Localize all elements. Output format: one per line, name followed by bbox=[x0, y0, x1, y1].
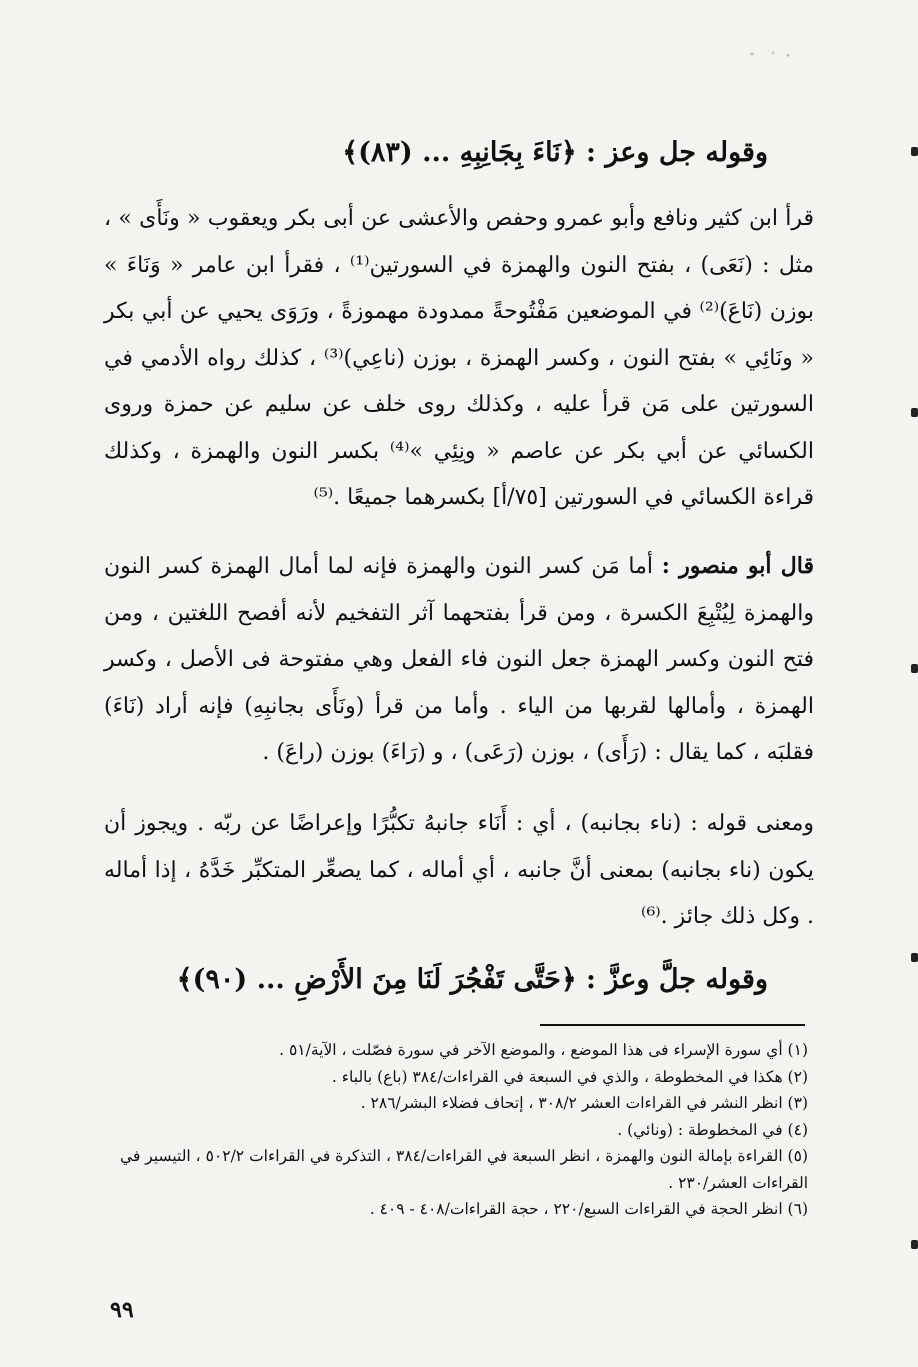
footnote: (٥) القراءة بإمالة النون والهمزة ، انظر السبعة في القراءات/٣٨٤ ، التذكرة في القراءات ٥٠٢/٢ ، التيسير في القراءات العشر/٢٣٠ . bbox=[120, 1147, 808, 1192]
edge-mark bbox=[911, 664, 918, 673]
paragraph-meaning: ومعنى قوله : (ناء بجانبه) ، أي : أَنَاء جانبهُ تكبُّرًا وإعراضًا عن ربّه . ويجوز أن يكون (ناء بجانبه) بمعنى أنَّ جانبه ، أي أماله ، كما يصعِّر المتكبِّر خَدَّهُ ، إذا أماله . وكل ذلك جائز .⁽⁶⁾ bbox=[104, 811, 814, 929]
footnote: (١) أي سورة الإسراء فى هذا الموضع ، والموضع الآخر في سورة فصّلت ، الآية/٥١ . bbox=[279, 1041, 808, 1059]
footnote: (٦) انظر الحجة في القراءات السبع/٢٢٠ ، حجة القراءات/٤٠٨ - ٤٠٩ . bbox=[369, 1200, 808, 1218]
edge-mark bbox=[911, 147, 918, 156]
verse-heading-83: وقوله جل وعز : ﴿نَاءَ بِجَانِبِهِ ... (٨٣)﴾ bbox=[342, 137, 768, 168]
paragraph-abu-mansur bbox=[104, 543, 814, 777]
footnote-rule bbox=[540, 1024, 805, 1026]
paragraph-lead: قال أبو منصور : bbox=[661, 553, 814, 579]
footnote: (٤) في المخطوطة : (ونائي) . bbox=[617, 1120, 808, 1139]
paragraph-readings: قرأ ابن كثير ونافع وأبو عمرو وحفص والأعشى عن أبى بكر ويعقوب « ونَأَى » ، مثل : (نَعَى) ، بفتح النون والهمزة في السورتين⁽¹⁾ ، فقرأ ابن عامر « وَنَاءَ » بوزن (نَاعَ)⁽²⁾ في الموضعين مَفْتُوحةً ممدودة مهموزةً ، ورَوَى يحيي عن أبي بكر « ونَائِي » بفتح النون ، وكسر الهمزة ، بوزن (ناعِي)⁽³⁾ ، كذلك رواه الأدمي في السورتين على مَن قرأ عليه ، وكذلك روى خلف عن سليم عن حمزة وروى الكسائي عن أبي بكر عن عاصم « ونِئِي »⁽⁴⁾ بكسر النون والهمزة ، وكذلك قراءة الكسائي في السورتين [٧٥/أ] بكسرهما جميعًا .⁽⁵⁾ bbox=[104, 206, 814, 510]
page-number: ٩٩ bbox=[110, 1297, 134, 1323]
paper-speck bbox=[740, 48, 800, 60]
verse-heading-90: وقوله جلَّ وعزَّ : ﴿حَتَّى تَفْجُرَ لَنَا مِنَ الأَرْضِ ... (٩٠)﴾ bbox=[176, 964, 768, 995]
edge-mark bbox=[911, 953, 918, 962]
footnote: (٢) هكذا في المخطوطة ، والذي في السبعة في القراءات/٣٨٤ (باع) بالباء . bbox=[331, 1067, 808, 1086]
paragraph-body: أما مَن كسر النون والهمزة فإنه لما أمال الهمزة كسر النون والهمزة لِيُتْبِعَ الكسرة ، ومن قرأ بفتحهما آثر التفخيم لأنه أفصح اللغتين ، ومن فتح النون وكسر الهمزة جعل النون فاء الفعل وهي مفتوحة فى الأصل ، وكسر الهمزة ، وأمالها لقربها من الياء . وأما من قرأ (ونَأَى بجانبِهِ) فإنه أراد (نَاءَ) فقلبَه ، كما يقال : (رَأَى) ، بوزن (رَعَى) ، و (رَاءَ) بوزن (راعَ) . bbox=[104, 554, 814, 765]
edge-mark bbox=[911, 1240, 918, 1249]
footnotes bbox=[100, 1037, 808, 1223]
edge-mark bbox=[911, 408, 918, 417]
footnote: (٣) انظر النشر في القراءات العشر ٣٠٨/٢ ، إتحاف فضلاء البشر/٢٨٦ . bbox=[360, 1094, 808, 1112]
